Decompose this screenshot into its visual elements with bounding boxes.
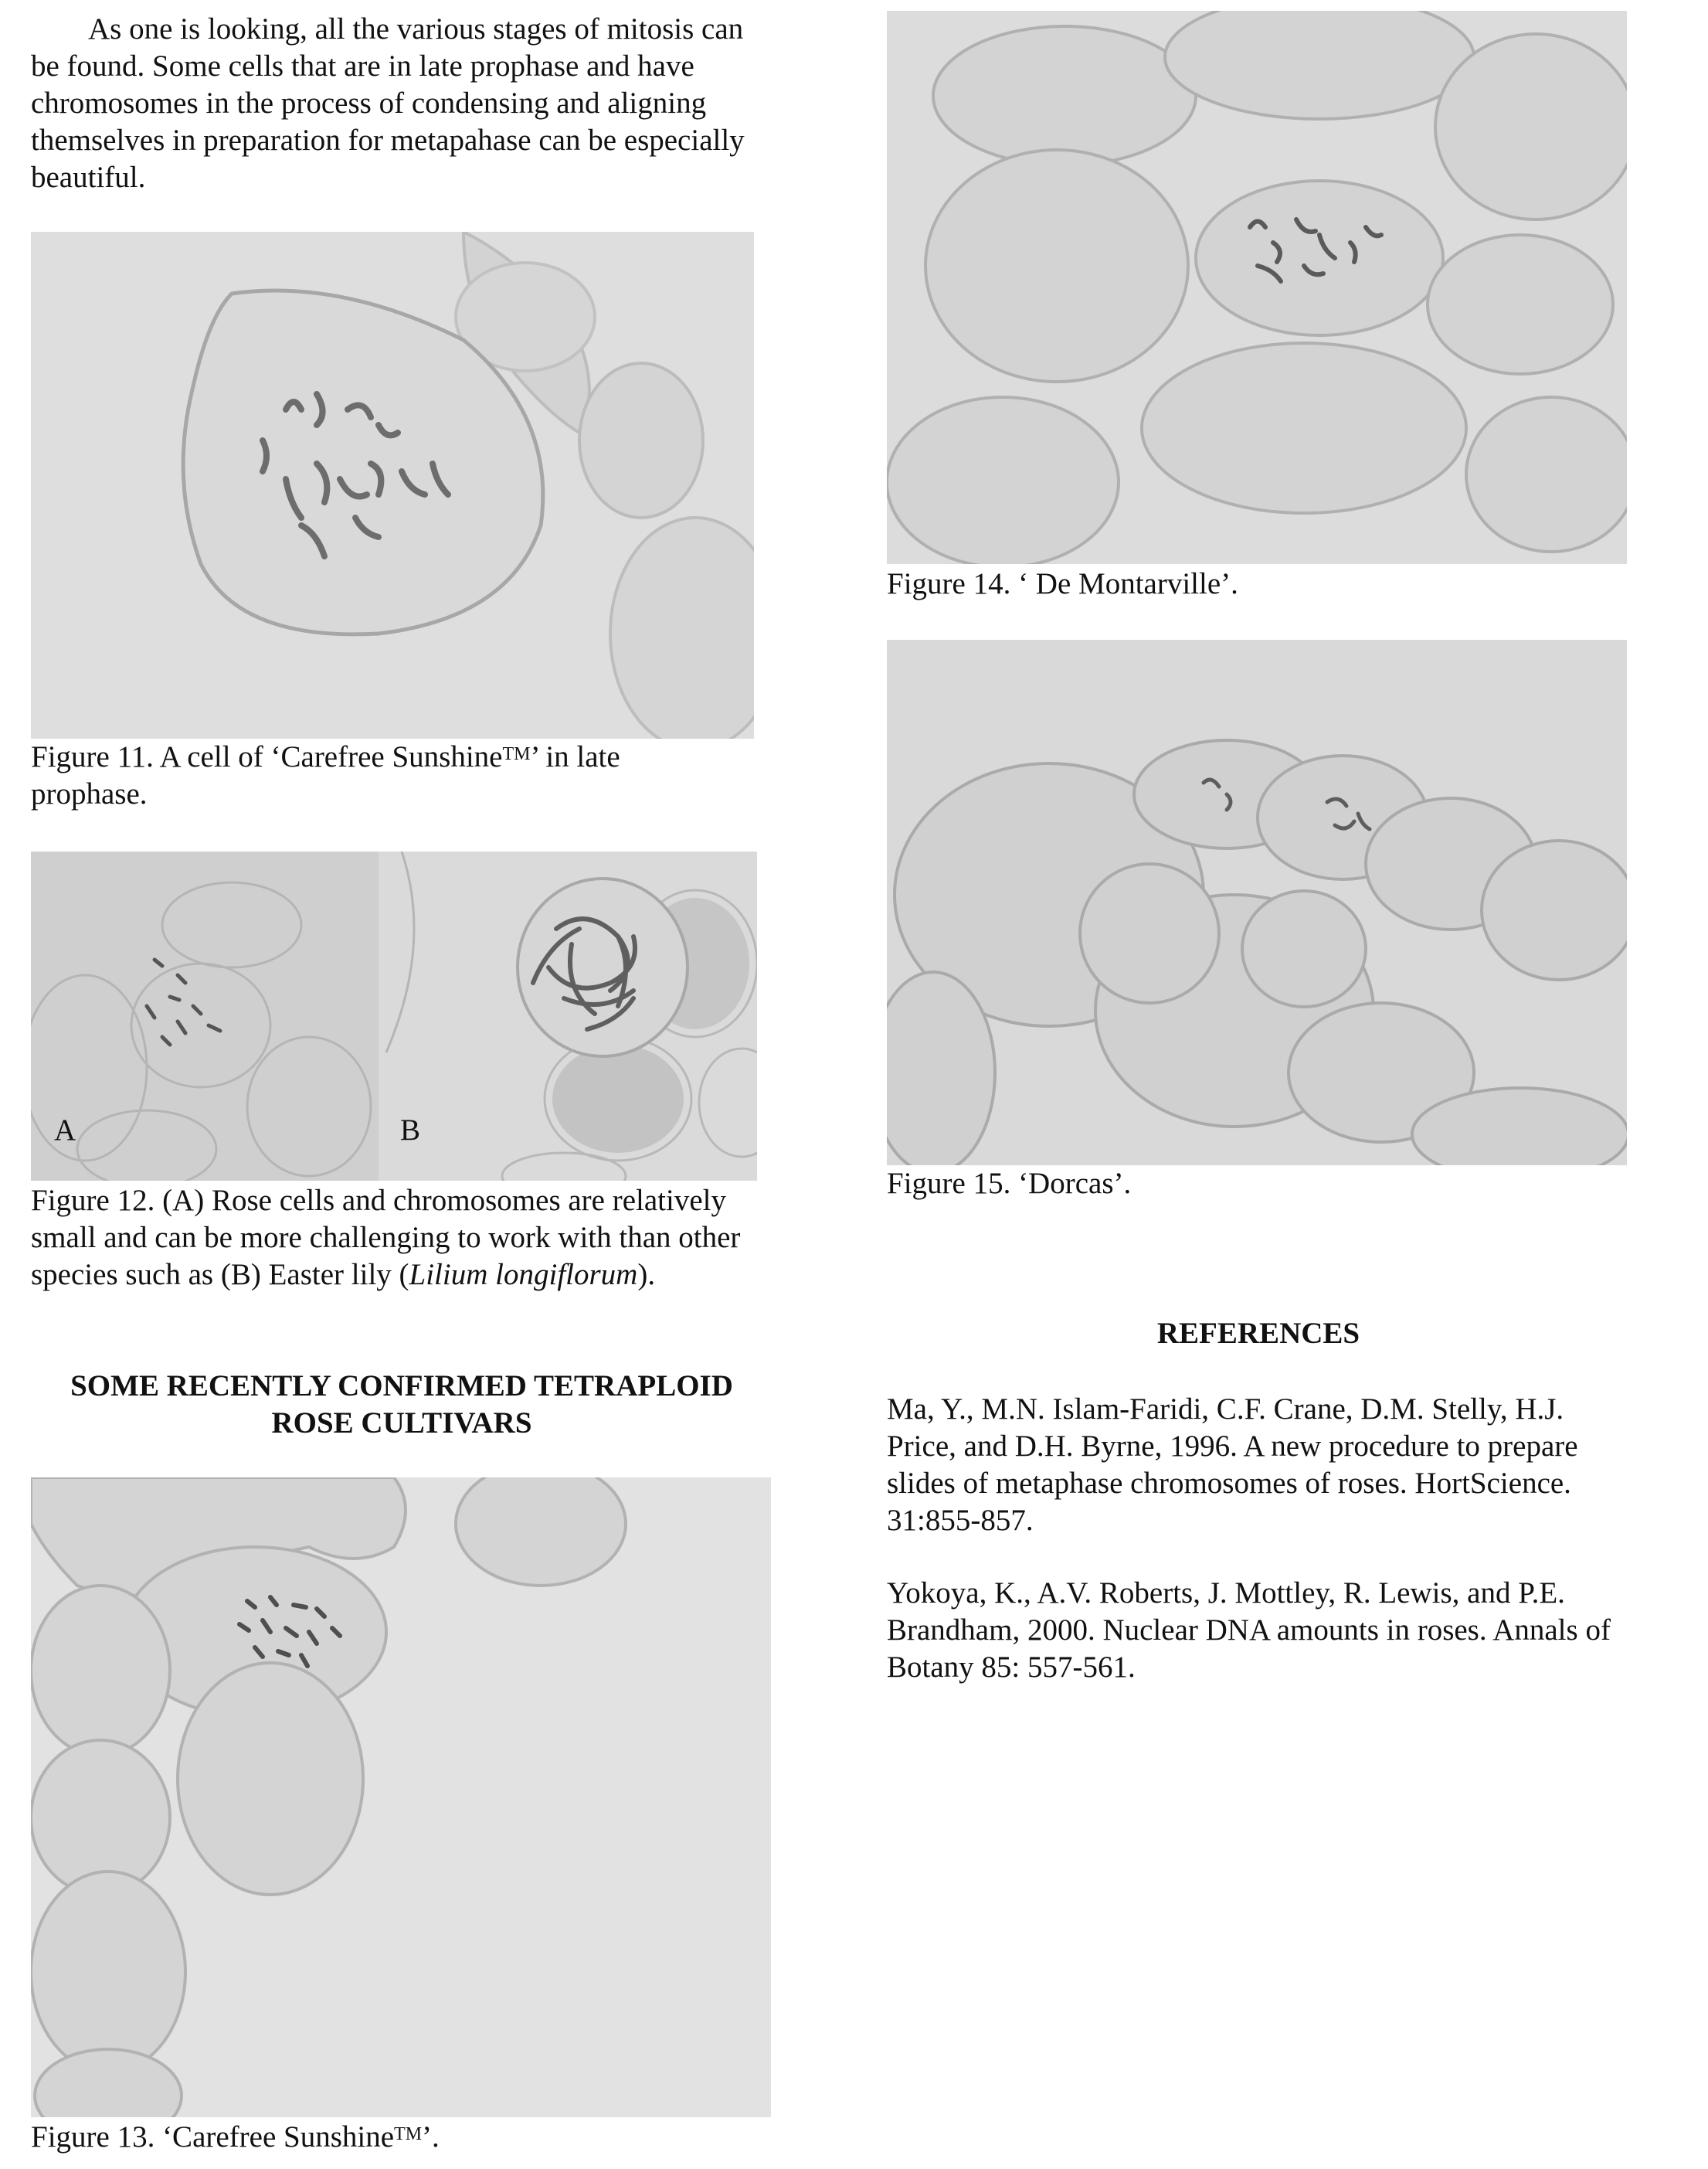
section-heading: SOME RECENTLY CONFIRMED TETRAPLOID ROSE CULTIVARS [70,1369,733,1440]
figure-12-label-a: A [54,1113,76,1147]
figure-14-micrograph [887,11,1627,564]
figure-11-caption: Figure 11. A cell of ‘Carefree Sunshine™’ in late prophase. [31,740,620,811]
references-heading: REFERENCES [1156,1317,1360,1350]
figure-13-caption: Figure 13. ‘Carefree Sunshine™’. [31,2120,440,2154]
figure-12-label-b: B [400,1113,421,1147]
intro-paragraph: As one is looking, all the various stages of mitosis can be found. Some cells that are in late prophase and have chromosomes in the process of condensing and aligning themselves in preparation for metapahase can be especially beautiful. [31,12,745,194]
figure-12-micrograph [31,852,757,1181]
figure-12-caption: Figure 12. (A) Rose cells and chromosomes are relatively small and can be more challenging to work with than other species such as (B) Easter lily (Lilium longiflorum). [31,1184,741,1291]
figure-15-micrograph [887,640,1627,1165]
reference-item: Yokoya, K., A.V. Roberts, J. Mottley, R. Lewis, and P.E. Brandham, 2000. Nuclear DNA amounts in roses. Annals of Botany 85: 557-561. [887,1576,1611,1684]
figure-11-micrograph [31,232,754,739]
figure-14-caption: Figure 14. ‘ De Montarville’. [887,567,1238,600]
figure-13-micrograph [31,1477,771,2117]
reference-item: Ma, Y., M.N. Islam-Faridi, C.F. Crane, D.M. Stelly, H.J. Price, and D.H. Byrne, 1996. A new procedure to prepare slides of metaphase chromosomes of roses. HortScience. 31:855-857. [887,1392,1578,1537]
figure-15-caption: Figure 15. ‘Dorcas’. [887,1167,1132,1200]
